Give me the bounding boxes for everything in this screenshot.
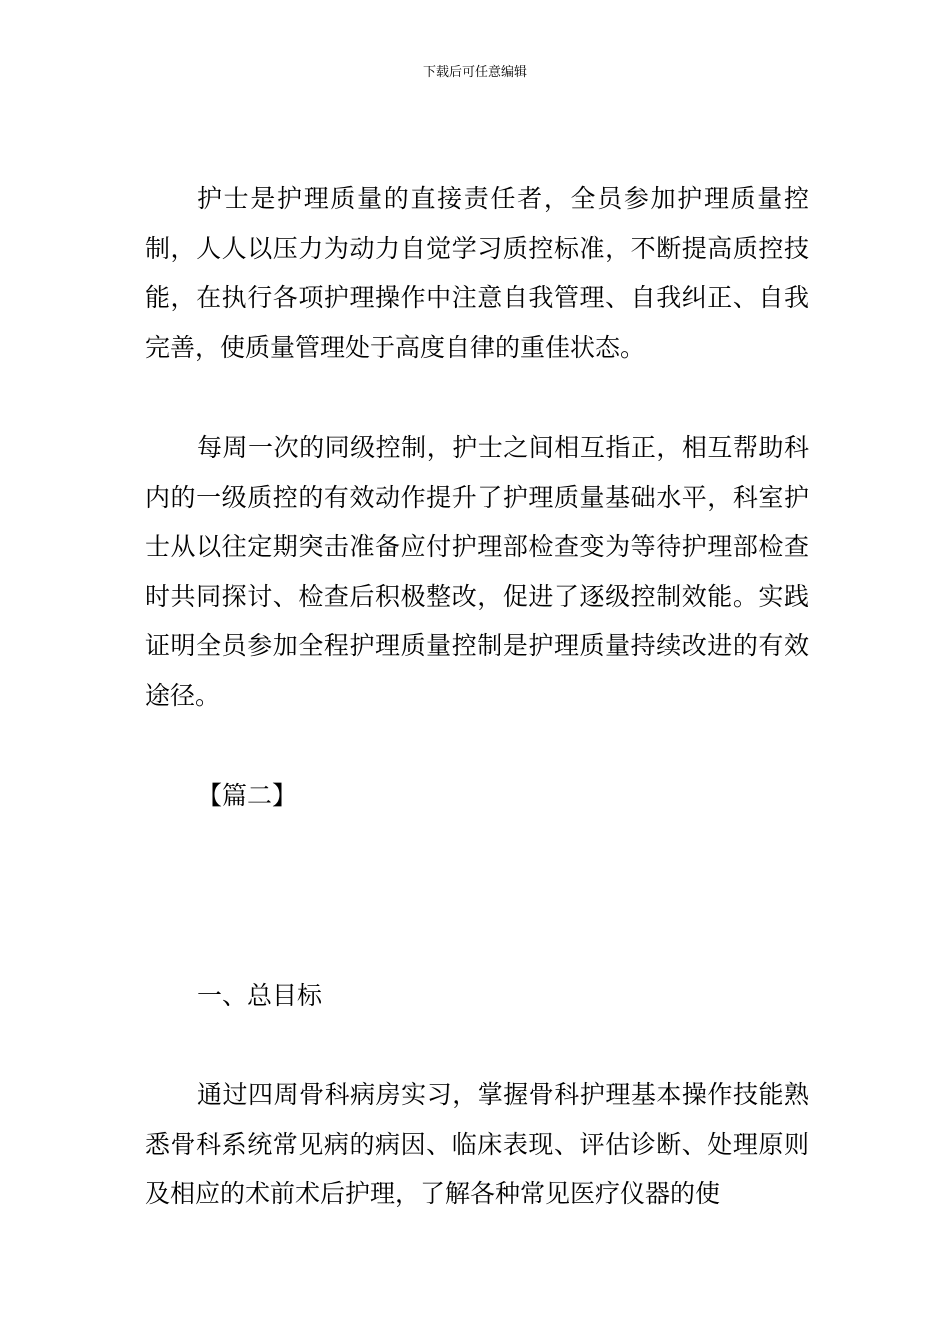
paragraph-nurse-responsibility: 护士是护理质量的直接责任者，全员参加护理质量控制，人人以压力为动力自觉学习质控标准，不断提高质控技能，在执行各项护理操作中注意自我管理、自我纠正、自我完善，使质量管理处于高度自律的重佳状态。: [145, 184, 809, 362]
section-title: 【篇二】: [197, 781, 298, 810]
paragraph-peer-control: 每周一次的同级控制，护士之间相互指正，相互帮助科内的一级质控的有效动作提升了护理质量基础水平，科室护士从以往定期突击准备应付护理部检查变为等待护理部检查时共同探讨、检查后积极整改，促进了逐级控制效能。实践证明全员参加全程护理质量控制是护理质量持续改进的有效途径。: [145, 433, 809, 710]
page-header: 下载后可任意编辑: [422, 65, 527, 80]
paragraph-goal: 通过四周骨科病房实习，掌握骨科护理基本操作技能熟悉骨科系统常见病的病因、临床表现、评估诊断、处理原则及相应的术前术后护理，了解各种常见医疗仪器的使: [145, 1080, 809, 1208]
subsection-title: 一、总目标: [197, 981, 323, 1010]
